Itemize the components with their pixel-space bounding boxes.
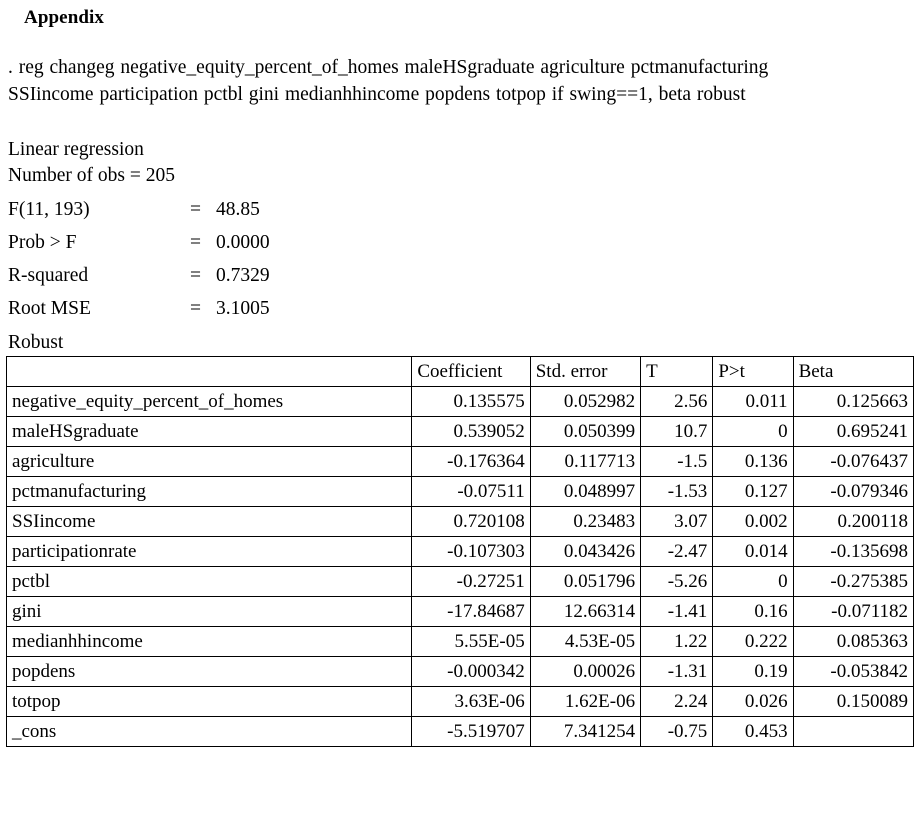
row-t: 2.56 xyxy=(641,387,713,417)
row-variable: SSIincome xyxy=(7,507,412,537)
row-std-error: 12.66314 xyxy=(530,597,640,627)
row-beta: 0.695241 xyxy=(793,417,913,447)
row-p: 0.014 xyxy=(713,537,793,567)
stat-label-prob: Prob > F xyxy=(8,232,77,254)
row-p: 0.19 xyxy=(713,657,793,687)
row-t: -0.75 xyxy=(641,717,713,747)
row-variable: _cons xyxy=(7,717,412,747)
row-variable: negative_equity_percent_of_homes xyxy=(7,387,412,417)
stat-value-prob: 0.0000 xyxy=(216,232,270,254)
row-p: 0 xyxy=(713,567,793,597)
row-p: 0.16 xyxy=(713,597,793,627)
row-std-error: 0.23483 xyxy=(530,507,640,537)
stata-command: . reg changeg negative_equity_percent_of_homes maleHSgraduate agriculture pctmanufacturing SSIincome participation pctbl gini medianhhincome popdens totpop if swing==1, beta robust xyxy=(8,57,769,105)
row-beta: 0.125663 xyxy=(793,387,913,417)
stat-equals-rsquared: = xyxy=(190,265,201,287)
row-coefficient: -0.107303 xyxy=(412,537,530,567)
row-t: -1.5 xyxy=(641,447,713,477)
table-header-coefficient: Coefficient xyxy=(412,357,530,387)
row-variable: medianhhincome xyxy=(7,627,412,657)
stat-label-rootmse: Root MSE xyxy=(8,298,91,320)
row-t: 10.7 xyxy=(641,417,713,447)
row-p: 0.136 xyxy=(713,447,793,477)
table-row xyxy=(7,447,914,477)
row-variable: gini xyxy=(7,597,412,627)
table-row xyxy=(7,477,914,507)
row-variable: agriculture xyxy=(7,447,412,477)
row-beta: -0.053842 xyxy=(793,657,913,687)
table-row xyxy=(7,507,914,537)
row-std-error: 7.341254 xyxy=(530,717,640,747)
row-coefficient: 0.135575 xyxy=(412,387,530,417)
table-row xyxy=(7,417,914,447)
row-coefficient: -17.84687 xyxy=(412,597,530,627)
row-coefficient: -0.176364 xyxy=(412,447,530,477)
row-t: 1.22 xyxy=(641,627,713,657)
row-t: -2.47 xyxy=(641,537,713,567)
row-std-error: 0.052982 xyxy=(530,387,640,417)
table-header-beta: Beta xyxy=(793,357,913,387)
row-variable: popdens xyxy=(7,657,412,687)
row-p: 0.026 xyxy=(713,687,793,717)
stat-label-f: F(11, 193) xyxy=(8,199,90,221)
row-t: -1.31 xyxy=(641,657,713,687)
row-t: -1.41 xyxy=(641,597,713,627)
stat-equals-rootmse: = xyxy=(190,298,201,320)
row-coefficient: -0.07511 xyxy=(412,477,530,507)
row-std-error: 4.53E-05 xyxy=(530,627,640,657)
row-beta: -0.275385 xyxy=(793,567,913,597)
stat-row-f xyxy=(8,199,922,221)
row-p: 0 xyxy=(713,417,793,447)
row-beta: 0.085363 xyxy=(793,627,913,657)
table-row xyxy=(7,717,914,747)
table-row xyxy=(7,657,914,687)
stat-label-rsquared: R-squared xyxy=(8,265,89,287)
row-t: 2.24 xyxy=(641,687,713,717)
row-std-error: 0.117713 xyxy=(530,447,640,477)
row-coefficient: -0.000342 xyxy=(412,657,530,687)
table-row xyxy=(7,567,914,597)
stat-equals-prob: = xyxy=(190,232,201,254)
row-beta: -0.076437 xyxy=(793,447,913,477)
row-t: -5.26 xyxy=(641,567,713,597)
number-of-obs-line: Number of obs = 205 xyxy=(8,165,175,187)
stat-row-prob xyxy=(8,232,922,254)
row-std-error: 0.050399 xyxy=(530,417,640,447)
table-header-t: T xyxy=(641,357,713,387)
row-coefficient: 3.63E-06 xyxy=(412,687,530,717)
row-variable: maleHSgraduate xyxy=(7,417,412,447)
stat-value-rootmse: 3.1005 xyxy=(216,298,270,320)
row-p: 0.127 xyxy=(713,477,793,507)
row-variable: participationrate xyxy=(7,537,412,567)
row-coefficient: -0.27251 xyxy=(412,567,530,597)
document-page xyxy=(0,7,922,834)
table-row xyxy=(7,687,914,717)
table-header-row xyxy=(7,357,914,387)
row-coefficient: 0.720108 xyxy=(412,507,530,537)
row-beta: 0.200118 xyxy=(793,507,913,537)
stat-row-rsquared xyxy=(8,265,922,287)
row-std-error: 0.051796 xyxy=(530,567,640,597)
row-variable: pctbl xyxy=(7,567,412,597)
table-header-variable xyxy=(7,357,412,387)
regression-summary xyxy=(8,137,922,321)
table-row xyxy=(7,627,914,657)
stat-equals-f: = xyxy=(190,199,201,221)
row-variable: pctmanufacturing xyxy=(7,477,412,507)
row-beta xyxy=(793,717,913,747)
table-header-p: P>t xyxy=(713,357,793,387)
row-coefficient: -5.519707 xyxy=(412,717,530,747)
stat-value-rsquared: 0.7329 xyxy=(216,265,270,287)
row-beta: -0.071182 xyxy=(793,597,913,627)
row-t: 3.07 xyxy=(641,507,713,537)
row-p: 0.222 xyxy=(713,627,793,657)
row-std-error: 0.00026 xyxy=(530,657,640,687)
robust-label: Robust xyxy=(8,332,64,354)
stat-value-f: 48.85 xyxy=(216,199,260,221)
row-p: 0.011 xyxy=(713,387,793,417)
row-beta: -0.079346 xyxy=(793,477,913,507)
stat-row-rootmse xyxy=(8,298,922,320)
row-std-error: 0.048997 xyxy=(530,477,640,507)
table-row xyxy=(7,537,914,567)
row-variable: totpop xyxy=(7,687,412,717)
row-std-error: 1.62E-06 xyxy=(530,687,640,717)
row-p: 0.002 xyxy=(713,507,793,537)
row-beta: -0.135698 xyxy=(793,537,913,567)
page-title: Appendix xyxy=(24,7,105,28)
regression-table xyxy=(6,356,914,747)
table-row xyxy=(7,597,914,627)
row-std-error: 0.043426 xyxy=(530,537,640,567)
row-coefficient: 0.539052 xyxy=(412,417,530,447)
row-coefficient: 5.55E-05 xyxy=(412,627,530,657)
table-header-std-error: Std. error xyxy=(530,357,640,387)
row-p: 0.453 xyxy=(713,717,793,747)
row-beta: 0.150089 xyxy=(793,687,913,717)
table-row xyxy=(7,387,914,417)
model-type-label: Linear regression xyxy=(8,138,144,160)
row-t: -1.53 xyxy=(641,477,713,507)
